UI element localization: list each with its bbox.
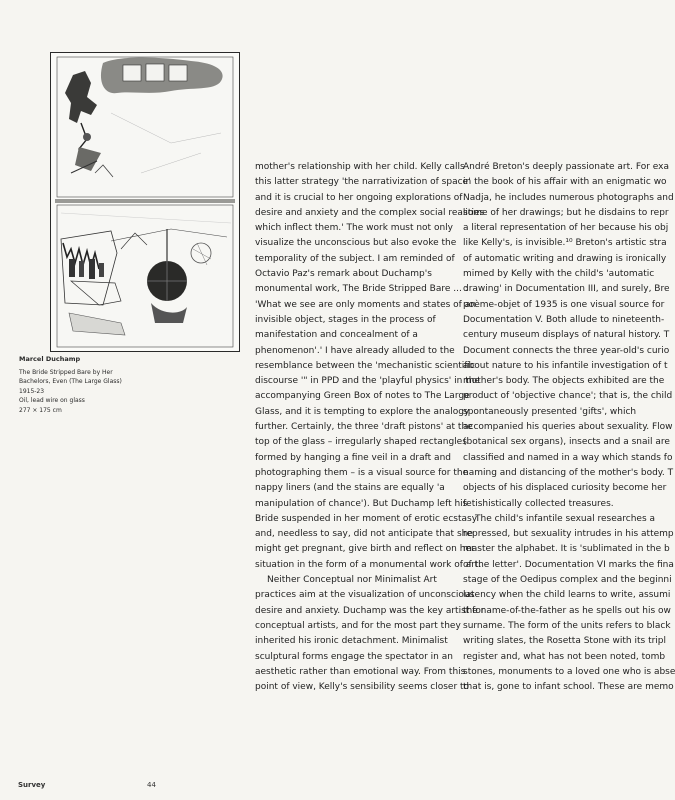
page-number: 44	[147, 781, 156, 789]
text-line: spontaneously presented 'gifts', which	[463, 406, 637, 417]
caption-line: 1915-23	[19, 387, 45, 395]
text-line: discourse '" in PPD and the 'playful physics' in the	[255, 376, 480, 387]
text-line: the name-of-the-father as he spells out his ow	[463, 605, 671, 616]
text-line: mother's body. The objects exhibited are the	[463, 376, 665, 387]
text-line: accompanying Green Box of notes to The Large	[255, 391, 470, 402]
text-line: Octavio Paz's remark about Duchamp's	[255, 269, 432, 280]
text-line: manipulation of chance'). But Duchamp left his	[255, 498, 468, 509]
text-line: a literal representation of her because his obj	[463, 223, 669, 234]
text-line: of automatic writing and drawing is ironically	[463, 253, 667, 264]
text-line: top of the glass – irregularly shaped rectangles	[255, 437, 467, 448]
text-line: desire and anxiety and the complex social realities	[255, 207, 485, 218]
text-line: naming and distancing of the mother's body. T	[463, 467, 674, 478]
text-line: Nadja, he includes numerous photographs and	[463, 192, 674, 203]
text-line: that is, gone to infant school. These are memo	[463, 682, 674, 693]
text-line: product of 'objective chance'; that is, the child	[463, 391, 673, 402]
caption-line: Oil, lead wire on glass	[19, 397, 85, 404]
text-line: accompanied his queries about sexuality. Flow	[463, 422, 673, 433]
text-line: visualize the unconscious but also evoke the	[255, 238, 457, 249]
text-line: fetishistically collected treasures.	[463, 498, 614, 509]
text-line: writing slates, the Rosetta Stone with its tripl	[463, 636, 667, 647]
text-line: Documentation V. Both allude to nineteenth-	[463, 314, 665, 325]
caption-line: Bachelors, Even (The Large Glass)	[19, 378, 122, 385]
text-line: which inflect them.' The work must not only	[255, 223, 453, 234]
text-line: nappy liners (and the stains are equally 'a	[255, 483, 445, 494]
text-line: further. Certainly, the three 'draft pistons' at the	[255, 422, 473, 433]
text-line: mother's relationship with her child. Kelly calls	[255, 162, 465, 172]
text-line: temporality of the subject. I am reminded of	[255, 253, 455, 264]
text-line: (botanical sex organs), insects and a snail are	[463, 437, 670, 448]
text-line: about nature to his infantile investigation of t	[463, 360, 668, 371]
text-line: poème-objet of 1935 is one visual source for	[463, 299, 665, 310]
text-line: situation in the form of a monumental work of art.	[255, 559, 482, 570]
artwork-image	[50, 52, 240, 352]
text-line: photographing them – is a visual source for the	[255, 467, 469, 478]
text-line: desire and anxiety. Duchamp was the key artist for	[255, 605, 485, 616]
text-line: stage of the Oedipus complex and the beginni	[463, 575, 672, 586]
caption-line: 277 × 175 cm	[19, 406, 62, 414]
text-line: Neither Conceptual nor Minimalist Art	[267, 575, 437, 586]
footer-section-label: Survey	[18, 781, 46, 789]
text-line: some of her drawings; but he disdains to repr	[463, 207, 669, 218]
text-line: stones, monuments to a loved one who is abse	[463, 666, 675, 677]
text-line: might get pregnant, give birth and reflect on her	[255, 544, 475, 555]
caption-artist: Marcel Duchamp	[19, 355, 81, 363]
text-line: The child's infantile sexual researches a	[475, 513, 656, 524]
text-line: register and, what has not been noted, tomb	[463, 651, 666, 662]
text-line: manifestation and concealment of a	[255, 330, 418, 341]
text-line: resemblance between the 'mechanistic scientific	[255, 360, 475, 371]
body-column-left	[255, 160, 485, 695]
text-line: point of view, Kelly's sensibility seems closer to	[255, 682, 470, 693]
text-line: century museum displays of natural history. T	[463, 330, 670, 341]
text-line: practices aim at the visualization of unconscious	[255, 590, 475, 601]
text-line: in the book of his affair with an enigmatic wo	[463, 177, 667, 188]
text-line: formed by hanging a fine veil in a draft and	[255, 452, 451, 463]
text-line: drawing' in Documentation III, and surely, Bre	[463, 284, 670, 295]
text-line: André Breton's deeply passionate art. For exa	[463, 162, 670, 172]
large-glass-illustration	[51, 53, 239, 351]
body-column-right	[463, 160, 675, 695]
text-line: mimed by Kelly with the child's 'automatic	[463, 269, 655, 280]
text-line: like Kelly's, is invisible.¹⁰ Breton's artistic stra	[463, 238, 667, 249]
text-line: surname. The form of the units refers to black	[463, 620, 671, 631]
text-line: and it is crucial to her ongoing explorations of	[255, 192, 463, 203]
text-line: of the letter'. Documentation VI marks the fina	[463, 559, 674, 570]
text-line: phenomenon'.' I have already alluded to the	[255, 345, 455, 356]
text-line: latency when the child learns to write, assumi	[463, 590, 671, 601]
text-line: 'What we see are only moments and states of an	[255, 299, 476, 310]
text-line: sculptural forms engage the spectator in an	[255, 651, 453, 662]
text-line: repressed, but sexuality intrudes in his attemp	[463, 529, 674, 540]
text-line: objects of his displaced curiosity become her	[463, 483, 667, 494]
text-line: Bride suspended in her moment of erotic ecstasy	[255, 513, 478, 524]
text-line: Glass, and it is tempting to explore the analogy	[255, 406, 470, 417]
artwork-caption	[19, 355, 199, 415]
text-line: invisible object, stages in the process of	[255, 314, 436, 325]
text-line: monumental work, The Bride Stripped Bare ... :	[255, 284, 468, 295]
text-line: classified and named in a way which stands fo	[463, 452, 673, 463]
text-line: master the alphabet. It is 'sublimated in the b	[463, 544, 670, 555]
text-line: and, needless to say, did not anticipate that she	[255, 529, 473, 540]
text-line: conceptual artists, and for the most part they	[255, 620, 461, 631]
text-line: aesthetic rather than emotional way. From this	[255, 666, 466, 677]
caption-line: The Bride Stripped Bare by Her	[19, 368, 113, 376]
text-line: inherited his ironic detachment. Minimalist	[255, 636, 448, 647]
text-line: this latter strategy 'the narrativization of space'	[255, 177, 471, 188]
text-line: Document connects the three year-old's curio	[463, 345, 670, 356]
